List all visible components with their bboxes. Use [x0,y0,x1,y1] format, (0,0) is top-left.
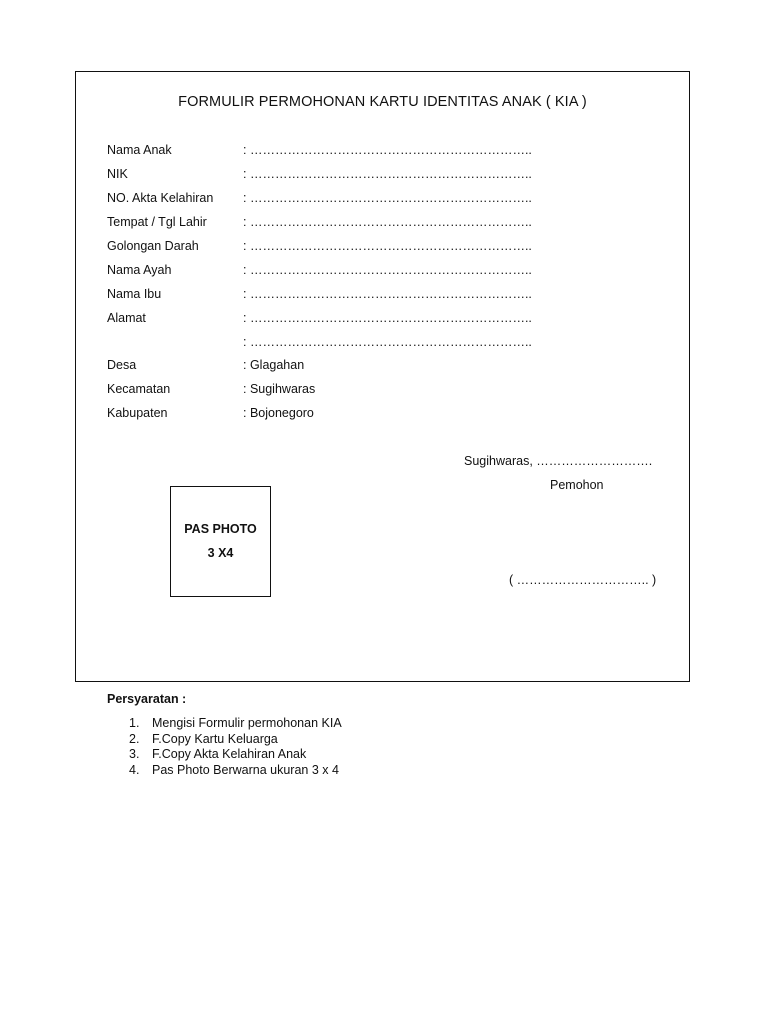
field-label: Nama Anak [107,143,172,157]
place-date: Sugihwaras, ………………………. [464,454,653,468]
item-number: 1. [129,716,140,730]
field-value: : ………………………………………………………….. [243,167,532,181]
form-title: FORMULIR PERMOHONAN KARTU IDENTITAS ANAK ( KIA ) [178,94,587,110]
application-form [75,71,690,682]
field-label: Tempat / Tgl Lahir [107,215,207,229]
field-value: : ………………………………………………………….. [243,335,532,349]
field-value: : ………………………………………………………….. [243,287,532,301]
field-value: : ………………………………………………………….. [243,215,532,229]
field-label: Kecamatan [107,382,171,396]
item-number: 2. [129,731,140,746]
field-label: NO. Akta Kelahiran [107,191,214,205]
field-label: Nama Ayah [107,263,172,277]
field-value: : Sugihwaras [243,382,316,396]
field-value: : Bojonegoro [243,406,314,420]
field-label: Desa [107,358,137,372]
photo-label: PAS PHOTO [184,522,257,536]
item-text: Mengisi Formulir permohonan KIA [152,716,342,730]
photo-placeholder [170,486,271,597]
item-text: Pas Photo Berwarna ukuran 3 x 4 [152,762,339,777]
requirements-title: Persyaratan : [107,692,187,706]
item-text: F.Copy Akta Kelahiran Anak [152,747,307,761]
field-label: Nama Ibu [107,287,162,301]
field-value: : ………………………………………………………….. [243,239,532,253]
field-value: : Glagahan [243,358,305,372]
field-label: Alamat [107,311,146,325]
field-value: : ………………………………………………………….. [243,311,532,325]
signature-line: ( ………………………….. ) [509,573,657,587]
field-label: Golongan Darah [107,239,199,253]
field-value: : ………………………………………………………….. [243,191,532,205]
field-label: Kabupaten [107,406,168,420]
field-value: : ………………………………………………………….. [243,143,532,157]
applicant-label: Pemohon [550,478,604,492]
field-value: : ………………………………………………………….. [243,263,532,277]
item-number: 4. [129,762,140,777]
item-number: 3. [129,747,140,761]
field-label: NIK [107,167,128,181]
item-text: F.Copy Kartu Keluarga [152,731,278,746]
photo-size: 3 X4 [207,546,234,560]
